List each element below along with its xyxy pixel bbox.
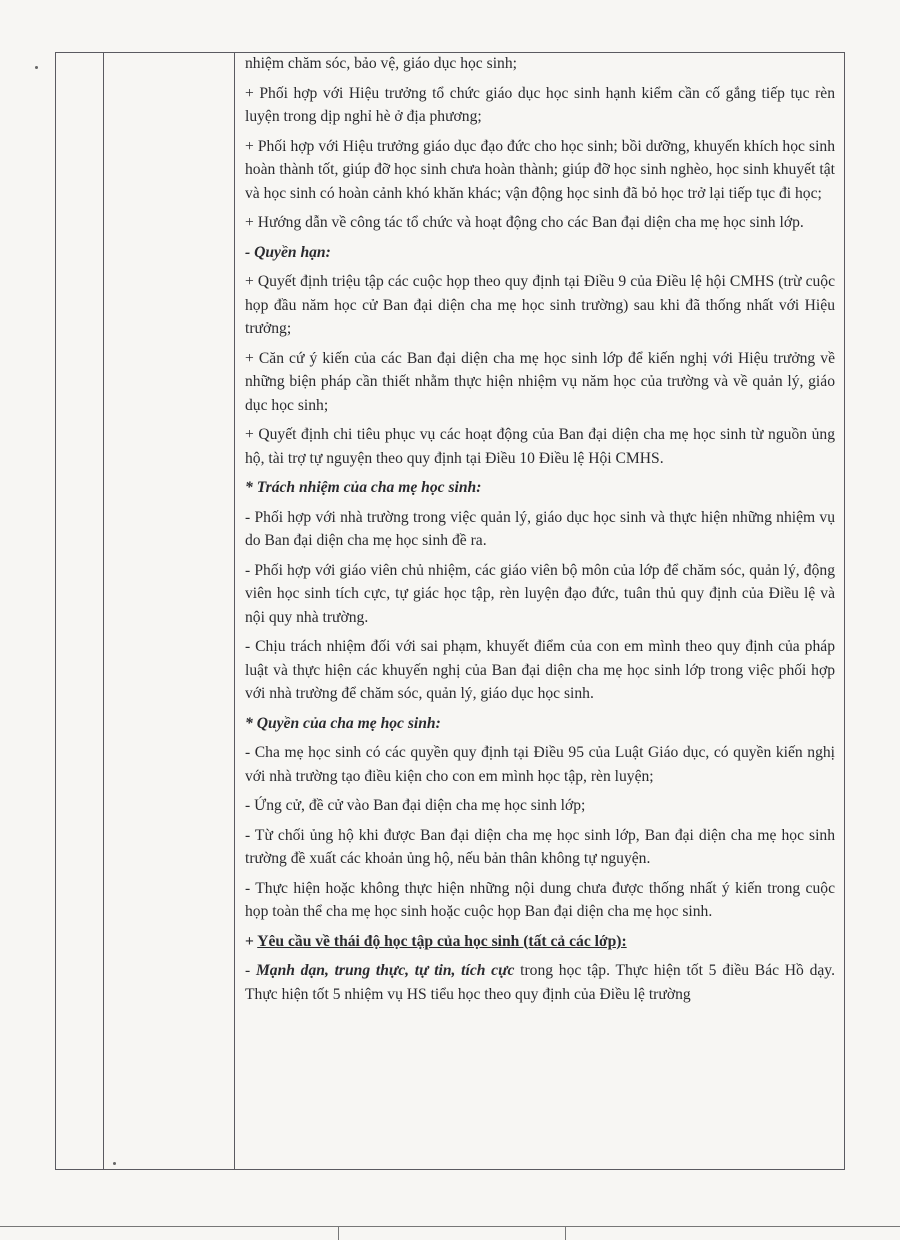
paragraph: - Từ chối ủng hộ khi được Ban đại diện cha mẹ học sinh lớp, Ban đại diện cha mẹ học sinh trường đề xuất các khoản ủng hộ, nếu bản thân không tự nguyện. [245, 826, 835, 867]
scan-speck [35, 66, 38, 69]
last-para-rest: trong học tập. Thực hiện tốt 5 điều Bác Hồ dạy. Thực hiện tốt 5 nhiệm vụ HS tiểu học theo quy định của Điều lệ trường [245, 962, 835, 1003]
paragraph: + Quyết định chi tiêu phục vụ các hoạt động của Ban đại diện cha mẹ học sinh từ nguồn ủng hộ, tài trợ tự nguyện theo quy định tại Điều 10 Điều lệ Hội CMHS. [245, 426, 835, 467]
paragraph: - Thực hiện hoặc không thực hiện những nội dung chưa được thống nhất ý kiến trong cuộc họp toàn thể cha mẹ học sinh hoặc cuộc họp Ban đại diện cha mẹ học sinh. [245, 879, 835, 920]
table-column-divider [103, 53, 104, 1169]
requirements-title-text: Yêu cầu về thái độ học tập của học sinh (tất cả các lớp): [257, 932, 627, 950]
paragraph: + Phối hợp với Hiệu trưởng tổ chức giáo dục học sinh hạnh kiểm cần cố gắng tiếp tục rèn luyện trong dịp nghỉ hè ở địa phương; [245, 84, 835, 125]
next-page-table-edge [0, 1226, 900, 1227]
paragraph: nhiệm chăm sóc, bảo vệ, giáo dục học sinh; [245, 55, 517, 72]
paragraph: + Hướng dẫn về công tác tổ chức và hoạt động cho các Ban đại diện cha mẹ học sinh lớp. [245, 214, 804, 231]
paragraph: - Chịu trách nhiệm đối với sai phạm, khuyết điểm của con em mình theo quy định của pháp luật và thực hiện các khuyến nghị của Ban đại diện cha mẹ học sinh lớp trong việc phối hợp với nhà trường để chăm sóc, quản lý, giáo dục học sinh. [245, 638, 835, 702]
paragraph: + Phối hợp với Hiệu trưởng giáo dục đạo đức cho học sinh; bồi dưỡng, khuyến khích học sinh hoàn thành tốt, giúp đỡ học sinh chưa hoàn thành; giúp đỡ học sinh nghèo, học sinh khuyết tật và học sinh có hoàn cảnh khó khăn khác; vận động học sinh đã bỏ học trở lại tiếp tục đi học; [245, 137, 835, 202]
next-page-column-edge [338, 1226, 339, 1240]
section-heading: * Quyền của cha mẹ học sinh: [245, 714, 441, 732]
requirements-title [245, 930, 835, 954]
last-para-lead: - [245, 962, 256, 979]
requirements-title-prefix: + [245, 932, 258, 950]
document-body [245, 52, 835, 1012]
paragraph: - Phối hợp với nhà trường trong việc quản lý, giáo dục học sinh và thực hiện những nhiệm vụ do Ban đại diện cha mẹ học sinh đề ra. [245, 508, 835, 549]
last-para-emphasis: Mạnh dạn, trung thực, tự tin, tích cực [255, 962, 515, 979]
scan-speck [113, 1162, 116, 1165]
paragraph: - Phối hợp với giáo viên chủ nhiệm, các giáo viên bộ môn của lớp để chăm sóc, quản lý, động viên học sinh tích cực, tự giác học tập, rèn luyện đạo đức, tuân thủ quy định của Điều lệ và nội quy nhà trường. [245, 561, 835, 626]
next-page-column-edge [565, 1226, 566, 1240]
paragraph: - Cha mẹ học sinh có các quyền quy định tại Điều 95 của Luật Giáo dục, có quyền kiến nghị với nhà trường tạo điều kiện cho con em mình học tập, rèn luyện; [245, 744, 835, 785]
section-heading: * Trách nhiệm của cha mẹ học sinh: [245, 479, 482, 496]
paragraph: - Ứng cử, đề cử vào Ban đại diện cha mẹ học sinh lớp; [245, 797, 586, 814]
table-column-divider [234, 53, 235, 1169]
paragraph [245, 959, 835, 1006]
paragraph: + Quyết định triệu tập các cuộc họp theo quy định tại Điều 9 của Điều lệ hội CMHS (trừ cuộc họp đầu năm học cử Ban đại diện cha mẹ học sinh trường) sau khi đã thống nhất với Hiệu trưởng; [245, 273, 835, 337]
section-heading: - Quyền hạn: [245, 243, 331, 261]
paragraph: + Căn cứ ý kiến của các Ban đại diện cha mẹ học sinh lớp để kiến nghị với Hiệu trưởng về những biện pháp cần thiết nhằm thực hiện nhiệm vụ năm học của trường và về quản lý, giáo dục học sinh; [245, 349, 835, 414]
